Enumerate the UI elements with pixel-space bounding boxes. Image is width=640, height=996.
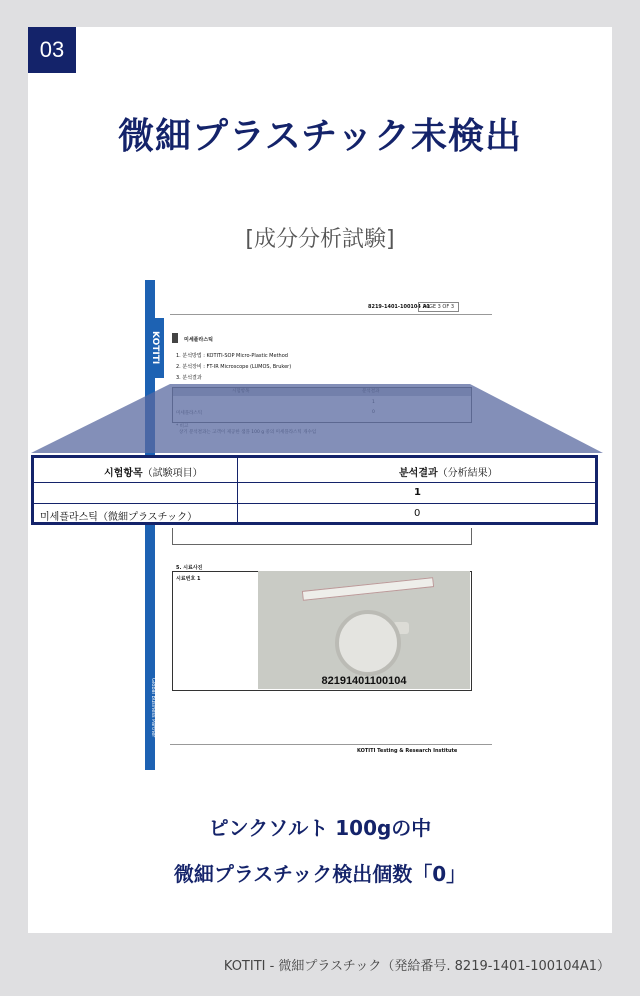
report-section-title: 미세플라스틱 [184, 337, 213, 343]
sample-photo-id: 82191401100104 [321, 675, 407, 687]
zoomed-row2-label: 미세플라스틱（微細プラスチック） [40, 512, 198, 523]
report-id: 8219-1401-100104 A1 [368, 304, 430, 310]
zoomed-result-table [31, 455, 598, 525]
report-line-method: 1. 분석방법 : KOTITI-SOP Micro-Plastic Method [176, 353, 288, 359]
zoomed-row2-value: 0 [414, 508, 421, 519]
report-page-label: PAGE 3 OF 3 [418, 302, 459, 312]
summary-line-2: 微細プラスチック検出個数「0」 [173, 862, 467, 886]
photo-section-title: 5. 시료사진 [176, 565, 203, 571]
zoomed-row1-value: 1 [414, 487, 421, 498]
zoomed-column-divider [237, 458, 238, 522]
page-subtitle: [成分分析試験] [245, 227, 395, 252]
source-caption: KOTITI - 微細プラスチック（発給番号. 8219-1401-100104A1） [223, 959, 610, 974]
section-number-badge: 03 [28, 27, 76, 73]
report-footer-text: KOTITI Testing & Research Institute [357, 748, 458, 754]
stripe-tagline: Global Business Partner [150, 678, 156, 738]
zoomed-row-1 [34, 482, 595, 504]
page-title: 微細プラスチック未検出 [117, 116, 523, 157]
sample-number-label: 시료번호 1 [176, 576, 201, 582]
zoomed-header-left: 시험항목（試験項目） [104, 468, 203, 479]
report-line-equipment: 2. 분석장비 : FT-IR Microscope (LUMOS, Bruker) [176, 364, 292, 370]
zoomed-header-right: 분석결과（分析結果） [399, 468, 498, 479]
kotiti-logo: KOTITI [146, 318, 164, 378]
summary-line-1: ピンクソルト 100gの中 [208, 816, 432, 840]
report-line-result: 3. 분석결과 [176, 375, 202, 381]
